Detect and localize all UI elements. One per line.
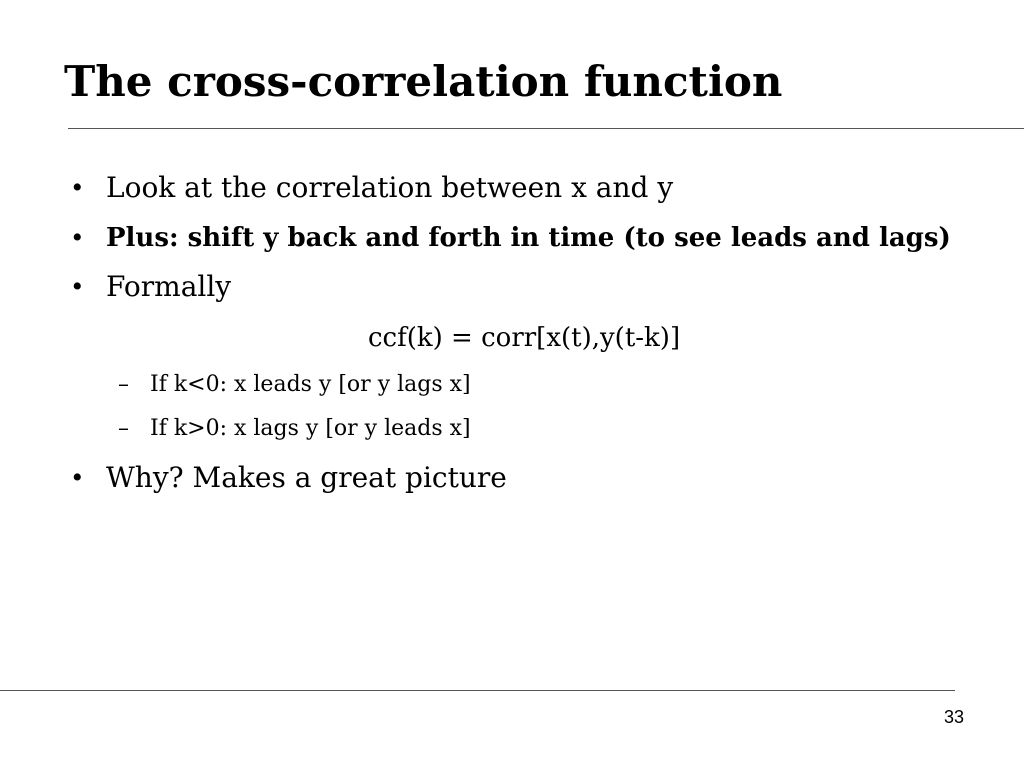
title-divider — [68, 128, 1024, 129]
bullet-marker: • — [72, 461, 83, 494]
formula: ccf(k) = corr[x(t),y(t-k)] — [368, 323, 681, 353]
sub-bullet-text: If k<0: x leads y [or y lags x] — [150, 372, 471, 397]
sub-bullet-text: If k>0: x lags y [or y leads x] — [150, 416, 471, 441]
page-number: 33 — [943, 707, 964, 727]
bullet-marker: • — [72, 270, 83, 303]
slide-title: The cross-correlation function — [64, 57, 783, 106]
bullet-text-bold: Plus: shift y back and forth in time (to see leads and lags) — [106, 223, 951, 253]
bullet-marker: • — [72, 221, 83, 254]
bullet-text: Formally — [106, 270, 232, 303]
footer-divider — [0, 690, 955, 691]
sub-bullet-marker: – — [118, 416, 129, 441]
bullet-text: Look at the correlation between x and y — [106, 171, 674, 204]
sub-bullet-marker: – — [118, 372, 129, 397]
bullet-marker: • — [72, 171, 83, 204]
bullet-text: Why? Makes a great picture — [106, 461, 507, 494]
